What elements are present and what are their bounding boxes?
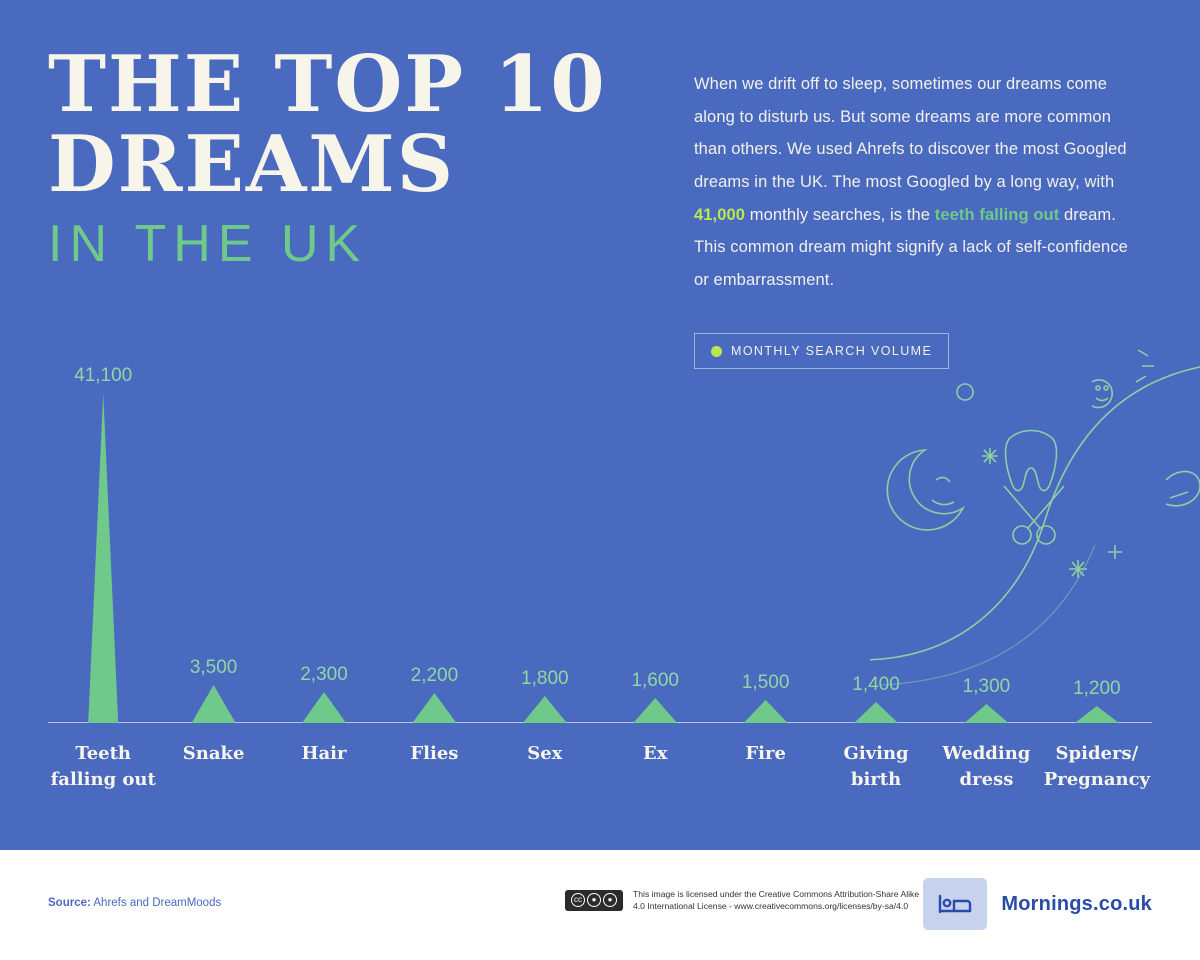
source-credit <box>48 897 221 909</box>
category-label-line: Teeth <box>75 743 132 764</box>
bar-shape <box>192 685 236 723</box>
category-label <box>269 741 379 805</box>
creative-commons-icon: cc ● ● <box>565 890 623 911</box>
bar-shape <box>412 693 456 723</box>
category-label-line: Flies <box>410 743 459 764</box>
category-label-line: Wedding <box>942 743 1031 764</box>
category-label-line: dress <box>959 769 1014 791</box>
bar-shape <box>744 700 788 723</box>
source-text: Ahrefs and DreamMoods <box>90 897 222 909</box>
bar-column[interactable] <box>269 363 379 723</box>
category-label <box>1042 741 1152 805</box>
legend-label: MONTHLY SEARCH VOLUME <box>731 344 933 358</box>
bar-value-label: 2,300 <box>300 664 348 685</box>
footer <box>0 850 1200 960</box>
bar-column[interactable] <box>821 363 931 723</box>
category-label-line: falling out <box>50 769 156 791</box>
category-label <box>490 741 600 805</box>
category-label <box>600 741 710 805</box>
category-label-line: Pregnancy <box>1043 769 1151 791</box>
bar-value-label: 1,200 <box>1073 678 1121 699</box>
license-block <box>565 888 919 913</box>
category-label-line: Sex <box>527 743 563 764</box>
category-label-line: Giving <box>843 743 909 764</box>
bar-column[interactable] <box>490 363 600 723</box>
bar-column[interactable] <box>379 363 489 723</box>
source-label: Source: <box>48 897 91 909</box>
license-line-1: This image is licensed under the Creative Commons Attribution-Share Alike <box>633 889 920 899</box>
bar-column[interactable] <box>710 363 820 723</box>
bar-value-label: 2,200 <box>410 665 459 686</box>
intro-part-1: When we drift off to sleep, sometimes our dreams come along to disturb us. But some dreams are more common than others. We used Ahrefs to discover the most Googled dreams in the UK. The most Googled by a long way, with <box>694 75 1127 191</box>
bar-shape <box>523 696 567 723</box>
intro-part-3: dream. This common dream might signify a lack of self-confidence or embarrassment. <box>694 205 1128 289</box>
category-label-line: Fire <box>745 743 786 764</box>
category-label-line: Snake <box>182 743 245 764</box>
bar-column[interactable] <box>158 363 268 723</box>
bar-value-label: 3,500 <box>189 657 238 678</box>
bar-value-label: 1,300 <box>962 676 1011 697</box>
bed-icon <box>923 878 987 930</box>
category-label <box>931 741 1041 805</box>
bar-shape <box>854 702 898 723</box>
category-label <box>48 741 158 805</box>
chart-bars <box>48 363 1152 723</box>
intro-paragraph <box>694 68 1144 297</box>
category-label <box>158 741 268 805</box>
bar-shape <box>633 698 677 723</box>
bar-column[interactable] <box>931 363 1041 723</box>
bar-value-label: 1,800 <box>521 668 569 689</box>
title-line-1: THE TOP 10 <box>48 39 607 130</box>
intro-part-2: monthly searches, is the <box>745 205 935 224</box>
intro-highlight-dream: teeth falling out <box>934 205 1060 224</box>
chart-category-labels <box>48 729 1152 805</box>
bar-column[interactable] <box>600 363 710 723</box>
category-label-line: birth <box>850 769 902 791</box>
intro-highlight-volume: 41,000 <box>694 205 746 224</box>
category-label <box>821 741 931 805</box>
license-line-2: 4.0 International License - www.creativecommons.org/licenses/by-sa/4.0 <box>633 901 909 912</box>
bar-value-label: 1,400 <box>852 674 900 695</box>
category-label-line: Hair <box>301 743 347 764</box>
license-text <box>633 888 919 913</box>
legend-dot-icon <box>711 346 722 357</box>
bar-value-label: 1,600 <box>631 670 679 691</box>
bar-shape <box>302 692 346 723</box>
category-label <box>379 741 489 805</box>
category-label-line: Ex <box>643 743 668 764</box>
bar-value-label: 1,500 <box>741 672 790 693</box>
bar-column[interactable] <box>48 363 158 723</box>
bar-chart <box>48 365 1152 805</box>
bar-shape <box>88 393 118 723</box>
bar-shape <box>964 704 1008 723</box>
category-label <box>710 741 820 805</box>
brand-name: Mornings.co.uk <box>1001 892 1152 915</box>
title-line-3: IN THE UK <box>48 215 368 274</box>
bar-shape <box>1075 706 1119 723</box>
bar-column[interactable] <box>1042 363 1152 723</box>
category-label-line: Spiders/ <box>1055 743 1139 764</box>
page-title <box>48 39 668 274</box>
title-line-2: DREAMS <box>48 119 456 211</box>
bar-value-label: 41,100 <box>74 365 133 386</box>
brand-logo[interactable] <box>923 878 1152 930</box>
